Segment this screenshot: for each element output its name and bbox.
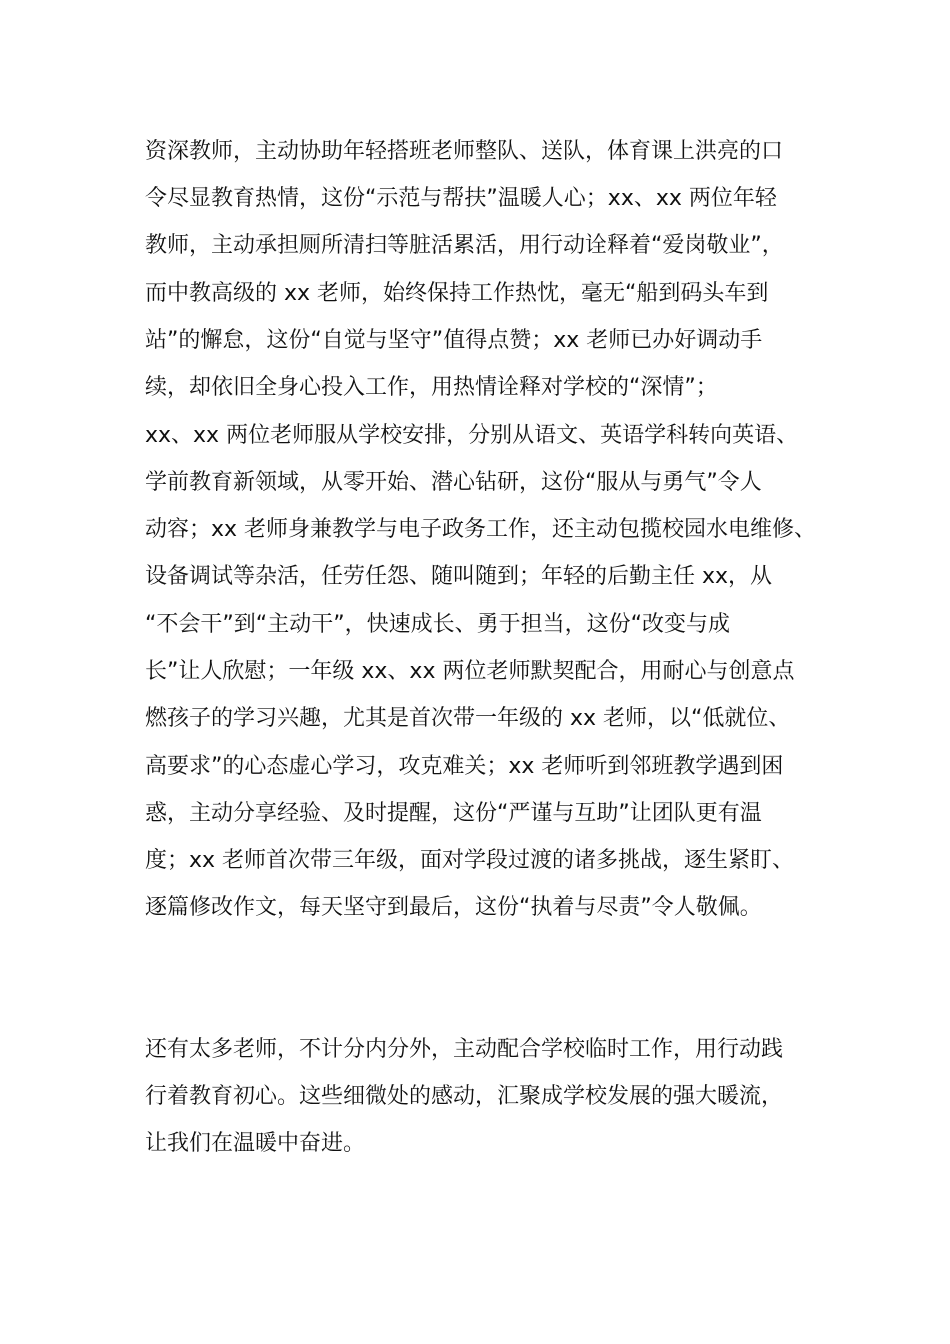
text-line: 令尽显教育热情，这份“示范与帮扶”温暖人心；xx、xx 两位年轻 xyxy=(145,186,777,211)
text-line: 高要求”的心态虚心学习，攻克难关；xx 老师听到邻班教学遇到困 xyxy=(145,754,784,779)
text-line: 燃孩子的学习兴趣，尤其是首次带一年级的 xx 老师，以“低就位、 xyxy=(145,706,791,731)
text-line: 惑，主动分享经验、及时提醒，这份“严谨与互助”让团队更有温 xyxy=(145,801,762,826)
text-line: 动容；xx 老师身兼教学与电子政务工作，还主动包揽校园水电维修、 xyxy=(145,517,817,542)
text-line: “不会干”到“主动干”，快速成长、勇于担当，这份“改变与成 xyxy=(145,612,730,637)
text-line: 续，却依旧全身心投入工作，用热情诠释对学校的“深情”； xyxy=(145,375,718,400)
text-line: 长”让人欣慰；一年级 xx、xx 两位老师默契配合，用耐心与创意点 xyxy=(145,659,795,684)
text-line: 资深教师，主动协助年轻搭班老师整队、送队，体育课上洪亮的口 xyxy=(145,139,784,164)
text-line: 站”的懈怠，这份“自觉与坚守”值得点赞；xx 老师已办好调动手 xyxy=(145,328,763,353)
text-line: 行着教育初心。这些细微处的感动，汇聚成学校发展的强大暖流， xyxy=(145,1084,784,1109)
text-line: 学前教育新领域，从零开始、潜心钻研，这份“服从与勇气”令人 xyxy=(145,470,762,495)
text-line: xx、xx 两位老师服从学校安排，分别从语文、英语学科转向英语、 xyxy=(145,423,799,448)
text-line: 度；xx 老师首次带三年级，面对学段过渡的诸多挑战，逐生紧盯、 xyxy=(145,848,795,873)
text-line: 还有太多老师，不计分内分外，主动配合学校临时工作，用行动践 xyxy=(145,1037,784,1062)
text-line: 教师，主动承担厕所清扫等脏活累活，用行动诠释着“爱岗敬业”， xyxy=(145,233,784,258)
text-line: 逐篇修改作文，每天坚守到最后，这份“执着与尽责”令人敬佩。 xyxy=(145,895,762,920)
text-line: 让我们在温暖中奋进。 xyxy=(145,1131,366,1156)
text-line: 而中教高级的 xx 老师，始终保持工作热忱，毫无“船到码头车到 xyxy=(145,281,769,306)
text-line: 设备调试等杂活，任劳任怨、随叫随到；年轻的后勤主任 xx，从 xyxy=(145,564,773,589)
